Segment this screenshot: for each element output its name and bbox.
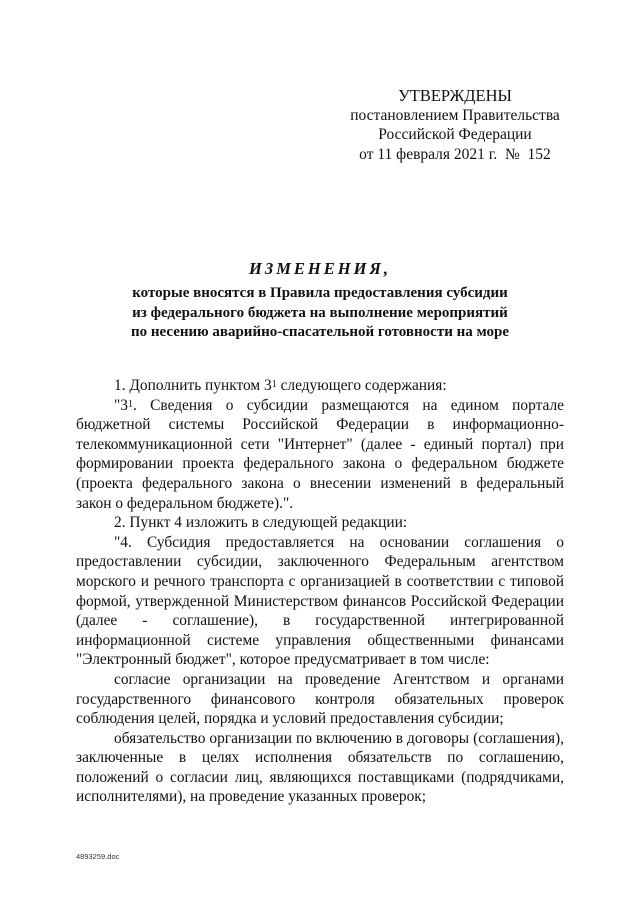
paragraph-2-text-end: . Сведения о субсидии размещаются на едином портале бюджетной системы Российской Федерации в информационно-телекоммуникационной сети "Интернет" (далее - единый портал) при формировании проекта федерального закона о федеральном бюджете (проекта федерального закона о внесении изменений в федеральный закон о федеральном бюджете).". (76, 396, 564, 512)
paragraph-1 (76, 376, 564, 396)
document-title: ИЗМЕНЕНИЯ, (249, 259, 391, 278)
paragraph-5: согласие организации на проведение Агентством и органами государственного финансового контроля обязательных проверок соблюдения целей, порядка и условий предоставления субсидии; (76, 670, 564, 728)
subtitle-line-1: которые вносятся в Правила предоставления субсидии (132, 285, 508, 301)
paragraph-6: обязательство организации по включению в договоры (соглашения), заключенные в целях исполнения обязательств по соглашению, положений о согласии лиц, являющихся поставщиками (подрядчиками, исполнителями), на проведение указанных проверок; (76, 729, 564, 806)
approval-line-country: Российской Федерации (378, 126, 532, 143)
subtitle-line-2: из федерального бюджета на выполнение мероприятий (132, 304, 508, 321)
subtitle-line-3: по несению аварийно-спасательной готовности на море (130, 324, 509, 340)
approval-line-date-number: от 11 февраля 2021 г. № 152 (359, 145, 551, 163)
paragraph-1-text: 1. Дополнить пунктом 3 (114, 377, 272, 394)
paragraph-2 (76, 396, 564, 514)
document-body (76, 376, 564, 807)
approval-line-resolution: постановлением Правительства (350, 106, 560, 124)
superscript: 1 (271, 379, 277, 390)
approval-heading: УТВЕРЖДЕНЫ (398, 86, 512, 105)
file-name-footer: 4893259.doc (76, 852, 120, 861)
paragraph-4: "4. Субсидия предоставляется на основании соглашения о предоставлении субсидии, заключенного Федеральным агентством морского и речного транспорта с организацией в соответствии с типовой формой, утвержденной Министерством финансов Российской Федерации (далее - соглашение), в государственной интегрированной информационной системе управления общественными финансами "Электронный бюджет", которое предусматривает в том числе: (76, 533, 564, 669)
superscript: 1 (127, 398, 133, 410)
paragraph-3: 2. Пункт 4 изложить в следующей редакции: (114, 514, 408, 532)
paragraph-2-text: "3 (114, 396, 128, 414)
approval-block (340, 86, 570, 164)
paragraph-1-text-end: следующего содержания: (276, 377, 447, 394)
document-subtitle (90, 284, 550, 343)
